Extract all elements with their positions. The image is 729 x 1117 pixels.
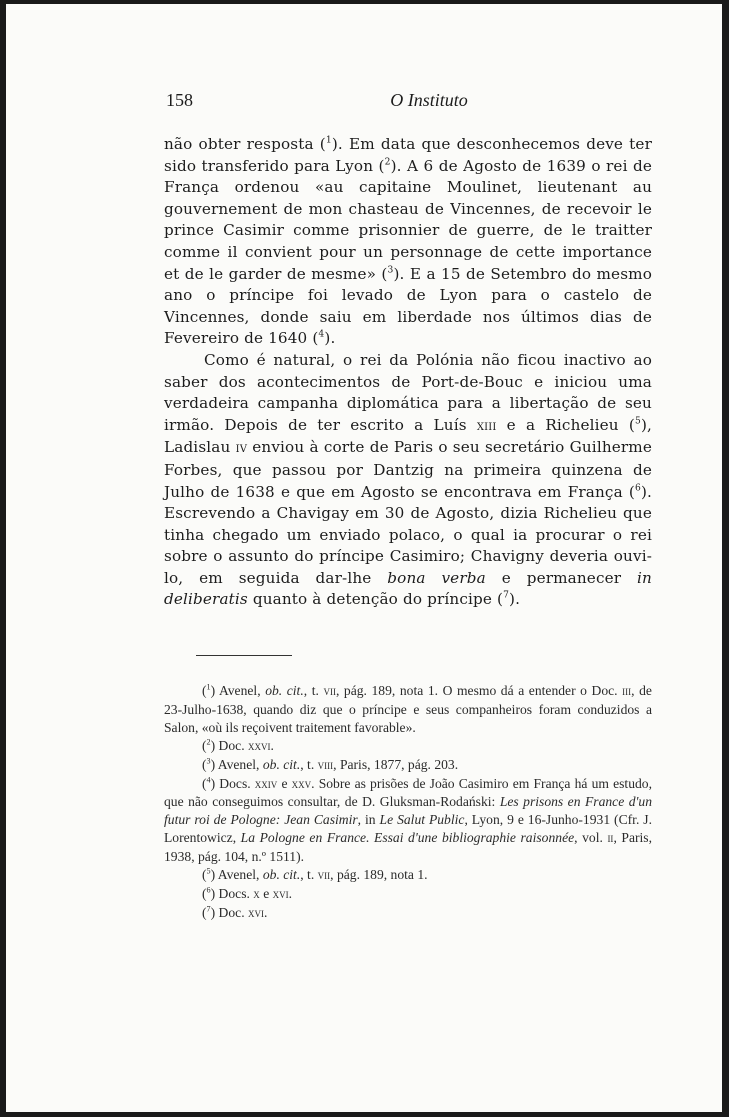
footnote-6: ($^6$) Docs. x e xvi. — [202, 885, 293, 901]
page-header — [166, 90, 652, 114]
paragraph-2: Como é natural, o rei da Polónia não ficou inactivo ao saber dos acontecimentos de Port-de-Bouc e iniciou uma verdadeira campanha diplomática para a libertação de seu irmão. Depois de ter escrito a Luís xiii e a Richelieu ($^5$), Ladislau iv enviou à corte de Paris o seu secretário Guilherme Forbes, que passou por Dantzig na primeira quinzena de Julho de 1638 e que em Agosto se encontrava em França ($^6$). Escrevendo a Chavigay em 30 de Agosto, dizia Richelieu que tinha chegado um enviado polaco, o qual ia procurar o rei sobre o assunto do príncipe Casimiro; Chavigny deveria ouvi-lo, em seguida dar-lhe bona verba e permanecer in deliberatis quanto à detenção do príncipe ($^7$). — [164, 350, 653, 609]
text-run: e — [263, 885, 270, 901]
footnote-number: 4 — [206, 774, 211, 784]
text-run: Doc. — [218, 904, 245, 920]
footnote-number: 2 — [206, 737, 211, 747]
text-run: Doc. — [218, 737, 245, 753]
roman-numeral: viii — [317, 757, 334, 772]
roman-numeral: xvi — [248, 905, 264, 920]
text-run: Docs. — [218, 885, 250, 901]
footnote-number: 5 — [206, 866, 211, 876]
text-run: . E a 15 de Setembro do mesmo ano o príncipe foi levado de Lyon para o castelo de Vincennes, donde saiu em liberdade nos últimos dias de Fevereiro de 1640 — [164, 264, 652, 348]
footnote-2: ($^2$) Doc. xxvi. — [202, 737, 274, 753]
text-run: não obter resposta — [164, 135, 314, 153]
footnote-3: ($^3$) Avenel, ob. cit., t. viii, Paris, 1877, pág. 203. — [202, 755, 459, 772]
text-run: e — [281, 775, 288, 791]
italic-text: ob. cit. — [262, 867, 301, 883]
roman-numeral: xiii — [476, 417, 497, 434]
text-run: , pág. 189, nota 1. O mesmo dá a entender o Doc. — [335, 683, 618, 698]
roman-numeral: vii — [317, 868, 331, 883]
text-run: , de 23-Julho-1638, quando diz que o príncipe e seus companheiros foram conduzidos a Salon, «où ils reçoivent traitement favorable». — [164, 683, 652, 735]
footnote-number: 7 — [206, 904, 211, 914]
footnote-5: ($^5$) Avenel, ob. cit., t. vii, pág. 189, nota 1. — [202, 866, 428, 883]
text-run: enviou à corte de Paris o seu secretário Guilherme Forbes, que passou por Dantzig na primeira quinzena de Julho de 1638 e que em Agosto se encontrava em França — [164, 438, 652, 501]
italic-text: ob. cit. — [265, 683, 304, 698]
text-run: , vol. — [574, 830, 603, 846]
footnote-1: ($^1$) Avenel, ob. cit., t. vii, pág. 189, nota 1. O mesmo dá a entender o Doc. iii, de 23-Julho-1638, quando diz que o príncipe e seus companheiros foram conduzidos a Salon, «où ils reçoivent traitement favorable». — [164, 682, 652, 735]
text-run: , Paris, 1877, pág. 203. — [333, 756, 459, 772]
footnote-ref[interactable]: 4 — [318, 329, 325, 340]
text-run: , Ladislau — [164, 415, 653, 457]
footnote-ref[interactable]: 3 — [387, 265, 394, 276]
roman-numeral: iii — [622, 684, 632, 698]
footnotes — [164, 682, 652, 923]
text-run: quanto à detenção do príncipe — [252, 590, 492, 609]
text-run: . — [515, 590, 521, 609]
roman-numeral: xxvi — [248, 738, 271, 753]
document-page — [6, 4, 722, 1112]
text-run: Avenel, — [218, 683, 261, 698]
text-run: . — [330, 329, 336, 348]
page-number: 158 — [166, 90, 193, 110]
text-run: . Em data que desconhecemos deve ter sido transferido para Lyon — [164, 135, 652, 175]
text-run: , t. — [300, 756, 315, 772]
italic-text: Les prisons en France d'un futur roi de Pologne: Jean Casimir — [164, 794, 652, 828]
paragraph-1: não obter resposta ($^1$). Em data que desconhecemos deve ter sido transferido para Lyon ($^2$). A 6 de Agosto de 1639 o rei de França ordenou «au capitaine Moulinet, lieutenant au gouvernement de mon chasteau de Vincennes, de recevoir le prince Casimir comme prisonnier de guerre, de le traitter comme il convient pour un personnage de cette importance et de le garder de mesme» ($^3$). E a 15 de Setembro do mesmo ano o príncipe foi levado de Lyon para o castelo de Vincennes, donde saiu em liberdade nos últimos dias de Fevereiro de 1640 ($^4$). — [164, 135, 652, 348]
text-run: e a Richelieu — [506, 415, 619, 434]
text-run: . Escrevendo a Chavigay em 30 de Agosto, dizia Richelieu que tinha chegado um enviado polaco, o qual ia procurar o rei sobre o assunto do príncipe Casimiro; Chavigny deveria ouvi-lo, em seguida dar-lhe — [164, 482, 652, 587]
text-run: , t. — [300, 867, 315, 883]
footnote-ref[interactable]: 6 — [634, 483, 641, 494]
text-run: , t. — [303, 683, 319, 698]
text-run: . — [264, 904, 268, 920]
text-run: Avenel, — [217, 867, 260, 883]
text-run: Como é natural, o rei da Polónia não ficou inactivo ao saber dos acontecimentos de Port-de-Bouc e iniciou uma verdadeira campanha diplomática para a libertação de seu irmão. Depois de ter escrito a Luís — [164, 350, 652, 434]
footnote-number: 1 — [206, 682, 211, 692]
footnote-ref[interactable]: 1 — [325, 135, 332, 146]
footnote-ref[interactable]: 5 — [635, 416, 641, 427]
running-title: O Instituto — [390, 90, 468, 110]
roman-numeral: vii — [323, 684, 336, 698]
text-run: Avenel, — [217, 756, 260, 772]
text-run: . A 6 de Agosto de 1639 o rei de França ordenou «au capitaine Moulinet, lieutenant au gouvernement de mon chasteau de Vincennes, de recevoir le prince Casimir comme prisonnier de guerre, de le traitter comme il convient pour un personnage de cette importance et de le garder de mesme» — [164, 156, 652, 283]
footnote-4: ($^4$) Docs. xxiv e xxv. Sobre as prisões de João Casimiro em França há um estudo, que não conseguimos consultar, de D. Gluksman-Rodański: Les prisons en France d'un futur roi de Pologne: Jean Casimir, in Le Salut Public, Lyon, 9 e 16-Junho-1931 (Cfr. J. Lorentowicz, La Pologne en France. Essai d'une bibliographie raisonnée, vol. ii, Paris, 1938, pág. 104, n.º 1511). — [164, 774, 652, 865]
italic-text: Le Salut Public — [379, 812, 465, 828]
italic-text: bona verba — [387, 568, 486, 587]
roman-numeral: iv — [235, 440, 248, 457]
footnote-7: ($^7$) Doc. xvi. — [202, 904, 268, 920]
text-run: Docs. — [219, 775, 251, 791]
roman-numeral: xxv — [291, 776, 312, 791]
roman-numeral: ii — [607, 831, 614, 846]
footnote-separator — [196, 655, 292, 656]
body-text — [164, 134, 652, 611]
text-run: . — [270, 737, 274, 753]
text-run: e permanecer — [501, 568, 622, 587]
text-run: , Paris, 1938, pág. 104, n.º 1511). — [164, 830, 652, 865]
text-run: . — [288, 885, 293, 901]
footnote-ref[interactable]: 2 — [384, 157, 391, 168]
roman-numeral: x — [253, 886, 260, 901]
text-run: , Lyon, 9 e 16-Junho-1931 (Cfr. J. Lorentowicz, — [164, 812, 652, 846]
text-run: , in — [357, 812, 376, 828]
footnote-number: 3 — [206, 755, 211, 765]
text-run: . Sobre as prisões de João Casimiro em França há um estudo, que não conseguimos consultar, de D. Gluksman-Rodański: — [164, 775, 652, 810]
footnote-ref[interactable]: 7 — [503, 591, 510, 602]
roman-numeral: xxiv — [254, 776, 278, 791]
roman-numeral: xvi — [272, 886, 289, 901]
italic-text: in deliberatis — [164, 568, 652, 609]
footnote-number: 6 — [206, 885, 211, 895]
italic-text: ob. cit. — [262, 756, 301, 772]
italic-text: La Pologne en France. Essai d'une bibliographie raisonnée — [240, 830, 575, 846]
text-run: , pág. 189, nota 1. — [330, 867, 428, 883]
